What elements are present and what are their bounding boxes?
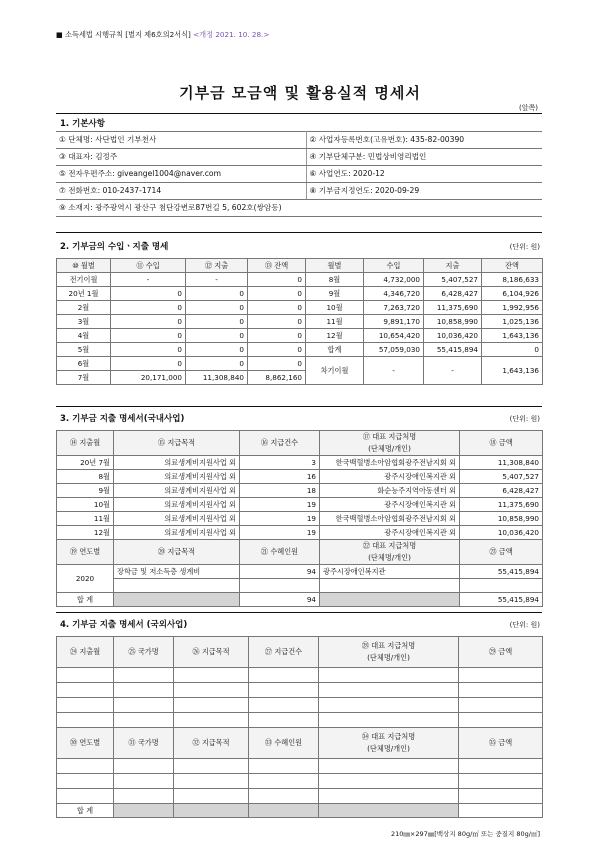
table-cell: 5,407,527: [424, 273, 482, 287]
year-cell: 2020: [57, 565, 114, 593]
table-row: [57, 526, 543, 540]
table-cell: [319, 789, 459, 804]
empty-row: [57, 668, 543, 683]
basic-info-row: [56, 200, 542, 217]
table-cell: [249, 759, 319, 774]
table-cell: 94: [240, 593, 320, 607]
column-header: ㉗ 지급건수: [249, 637, 319, 668]
table-cell: [57, 698, 114, 713]
basic-info-row: [56, 132, 542, 149]
table-cell: 0: [186, 287, 248, 301]
header-line: ⑰ 대표 지급처명: [362, 432, 417, 441]
table-cell: 1,992,956: [482, 301, 543, 315]
table-cell: [320, 593, 460, 607]
empty-row: [57, 683, 543, 698]
info-field: ② 사업자등록번호(고유번호): 435-82-00390: [306, 132, 542, 149]
table-cell: 10,036,420: [460, 526, 543, 540]
table-cell: 0: [248, 343, 306, 357]
table-cell: [459, 698, 543, 713]
total-row: [57, 593, 543, 607]
table-cell: [249, 804, 319, 818]
table-cell: [249, 789, 319, 804]
table-cell: [174, 789, 249, 804]
table-cell: [249, 698, 319, 713]
table-cell: 5,407,527: [460, 470, 543, 484]
table-cell: 55,415,894: [460, 593, 543, 607]
table-cell: 광주시장애인복지관 외: [320, 470, 460, 484]
header-row: [57, 728, 543, 759]
table-cell: [240, 579, 320, 593]
table-cell: 55,415,894: [460, 565, 543, 579]
table-cell: 의료생계비지원사업 외: [114, 526, 240, 540]
basic-info-row: [56, 166, 542, 183]
table-cell: [57, 668, 114, 683]
table-cell: [174, 804, 249, 818]
table-row: [57, 498, 543, 512]
column-header: ㉓ 금액: [460, 540, 543, 565]
header-line: (단체명/개인): [367, 653, 410, 662]
column-header: ㉙ 금액: [459, 637, 543, 668]
table-cell: [249, 683, 319, 698]
column-header: 수입: [364, 259, 424, 273]
table-cell: [57, 713, 114, 728]
header-line: (단체명/개인): [367, 744, 410, 753]
table-cell: 11,308,840: [186, 371, 248, 385]
table-cell: 0: [248, 287, 306, 301]
basic-info-row: [56, 149, 542, 166]
table-cell: [114, 804, 174, 818]
table-cell: [174, 774, 249, 789]
info-field: ④ 기부단체구분: 민법상비영리법인: [306, 149, 542, 166]
header-row: [57, 431, 543, 456]
column-header: ⑩ 월별: [57, 259, 111, 273]
table-cell: 의료생계비지원사업 외: [114, 498, 240, 512]
table-cell: 한국백혈병소아암협회광주전남지회 외: [320, 456, 460, 470]
table-cell: -: [186, 273, 248, 287]
table-cell: 8월: [306, 273, 364, 287]
table-cell: [57, 789, 114, 804]
header-line: ㉞ 대표 지급처명: [361, 732, 416, 741]
table-cell: 11,308,840: [460, 456, 543, 470]
table-cell: [114, 789, 174, 804]
total-label: 합 계: [57, 804, 114, 818]
empty-row: [57, 774, 543, 789]
table-row: [57, 579, 543, 593]
table-cell: 0: [186, 315, 248, 329]
header-row: [57, 259, 543, 273]
table-cell: 6,104,926: [482, 287, 543, 301]
table-row: [57, 470, 543, 484]
table-cell: 0: [186, 343, 248, 357]
table-cell: 광주시장애인복지관 외: [320, 498, 460, 512]
column-header: 지출: [424, 259, 482, 273]
table-cell: [320, 579, 460, 593]
table-cell: 10,858,990: [424, 315, 482, 329]
section1-title: 1. 기본사항: [60, 119, 105, 129]
table-cell: [319, 804, 459, 818]
table-cell: [114, 698, 174, 713]
table-cell: [459, 683, 543, 698]
table-cell: 9월: [306, 287, 364, 301]
table-cell: 1,643,136: [482, 357, 543, 385]
table-cell: 12월: [57, 526, 114, 540]
basic-info-table: [56, 131, 542, 217]
column-header: ⑫ 지출: [186, 259, 248, 273]
column-header: ㉜ 지급목적: [174, 728, 249, 759]
table-cell: [319, 668, 459, 683]
table-cell: 94: [240, 565, 320, 579]
table-cell: [319, 774, 459, 789]
table-cell: 55,415,894: [424, 343, 482, 357]
column-header: ⑬ 잔액: [248, 259, 306, 273]
table-cell: 8,862,160: [248, 371, 306, 385]
header-row: [57, 540, 543, 565]
empty-row: [57, 759, 543, 774]
table-cell: -: [364, 357, 424, 385]
table-cell: [319, 713, 459, 728]
table-cell: 0: [248, 329, 306, 343]
column-header: ⑳ 지급목적: [114, 540, 240, 565]
address-field: ⑨ 소재지: 광주광역시 광산구 첨단강변로87번길 5, 602호(쌍암동): [56, 200, 542, 217]
section4-unit: (단위: 원): [509, 621, 540, 629]
header-line: ㉘ 대표 지급처명: [361, 641, 416, 650]
revision-note: <개정 2021. 10. 28.>: [193, 30, 270, 39]
table-cell: 의료생계비지원사업 외: [114, 512, 240, 526]
table-row: [57, 301, 543, 315]
total-label: 합 계: [57, 593, 114, 607]
table-cell: 19: [240, 526, 320, 540]
table-cell: 0: [111, 329, 186, 343]
table-cell: 8월: [57, 470, 114, 484]
info-field: ⑥ 사업연도: 2020-12: [306, 166, 542, 183]
table-cell: [57, 759, 114, 774]
column-header: ㉝ 수혜인원: [249, 728, 319, 759]
table-cell: [114, 713, 174, 728]
column-header: ㉛ 국가명: [114, 728, 174, 759]
table-row: [57, 484, 543, 498]
table-cell: 10,036,420: [424, 329, 482, 343]
copy-label: (앞쪽): [519, 104, 538, 112]
table-cell: 4월: [57, 329, 111, 343]
header-line: ㉒ 대표 지급처명: [362, 541, 417, 550]
table-row: [57, 343, 543, 357]
column-header: ⑭ 지출월: [57, 431, 114, 456]
table-cell: [459, 789, 543, 804]
form-header: [56, 30, 269, 40]
table-cell: [459, 668, 543, 683]
table-cell: [174, 668, 249, 683]
table-cell: 0: [111, 357, 186, 371]
table-cell: 광주시장애인복지관: [320, 565, 460, 579]
section2-unit: (단위: 원): [509, 243, 540, 251]
table-row: [57, 357, 543, 371]
table-cell: 1,643,136: [482, 329, 543, 343]
table-cell: 20,171,000: [111, 371, 186, 385]
table-cell: 화순능주지역아동센터 외: [320, 484, 460, 498]
table-cell: 10월: [306, 301, 364, 315]
column-header: ㉑ 수혜인원: [240, 540, 320, 565]
table-cell: 2월: [57, 301, 111, 315]
table-cell: 12월: [306, 329, 364, 343]
column-header: ⑯ 지급건수: [240, 431, 320, 456]
table-cell: 장학금 및 저소득층 생계비: [114, 565, 240, 579]
income-expense-table: [56, 258, 543, 385]
table-cell: 57,059,030: [364, 343, 424, 357]
table-cell: 19: [240, 512, 320, 526]
table-cell: 의료생계비지원사업 외: [114, 470, 240, 484]
column-header: ⑮ 지급목적: [114, 431, 240, 456]
basic-info-row: [56, 183, 542, 200]
table-cell: 4,346,720: [364, 287, 424, 301]
table-cell: [114, 579, 240, 593]
table-cell: 0: [248, 273, 306, 287]
column-header: ⑱ 금액: [460, 431, 543, 456]
table-cell: 0: [186, 329, 248, 343]
table-row: [57, 329, 543, 343]
table-cell: [114, 668, 174, 683]
table-cell: 5월: [57, 343, 111, 357]
table-cell: 합계: [306, 343, 364, 357]
table-cell: 7월: [57, 371, 111, 385]
table-cell: [460, 579, 543, 593]
table-cell: 10월: [57, 498, 114, 512]
table-cell: [319, 698, 459, 713]
total-row: [57, 804, 543, 818]
table-cell: 6,428,427: [424, 287, 482, 301]
table-cell: [249, 668, 319, 683]
law-reference: ■ 소득세법 시행규칙 [별지 제6호의2서식]: [56, 30, 191, 39]
table-cell: [114, 759, 174, 774]
table-cell: 18: [240, 484, 320, 498]
table-cell: [459, 713, 543, 728]
section4-title: 4. 기부금 지출 명세서 (국외사업): [60, 620, 188, 630]
column-header: ⑲ 연도별: [57, 540, 114, 565]
table-cell: [57, 774, 114, 789]
section3-unit: (단위: 원): [509, 415, 540, 423]
table-cell: [459, 759, 543, 774]
page-title: 기부금 모금액 및 활용실적 명세서: [179, 84, 421, 102]
table-cell: 0: [248, 357, 306, 371]
column-header: ㉖ 지급목적: [174, 637, 249, 668]
table-row: [57, 287, 543, 301]
section3-title: 3. 기부금 지출 명세서(국내사업): [60, 414, 185, 424]
table-cell: 전기이월: [57, 273, 111, 287]
header-line: (단체명/개인): [368, 553, 411, 562]
table-cell: 11,375,690: [424, 301, 482, 315]
table-cell: 20년 7월: [57, 456, 114, 470]
table-cell: 0: [111, 287, 186, 301]
column-header: [320, 431, 460, 456]
table-cell: [249, 713, 319, 728]
table-cell: [174, 713, 249, 728]
table-cell: [174, 759, 249, 774]
table-cell: [319, 759, 459, 774]
table-cell: 의료생계비지원사업 외: [114, 456, 240, 470]
table-cell: [114, 683, 174, 698]
paper-spec: 210㎜×297㎜[백상지 80g/㎡ 또는 중질지 80g/㎡]: [390, 830, 540, 838]
table-cell: -: [424, 357, 482, 385]
table-cell: 0: [482, 343, 543, 357]
table-cell: 0: [248, 315, 306, 329]
table-cell: 11,375,690: [460, 498, 543, 512]
carry-over-label: 차기이월: [306, 357, 364, 385]
table-cell: 19: [240, 498, 320, 512]
table-cell: [459, 804, 543, 818]
info-field: ⑤ 전자우편주소: giveangel1004@naver.com: [56, 166, 306, 183]
table-cell: [174, 698, 249, 713]
table-cell: 0: [186, 357, 248, 371]
table-cell: 3월: [57, 315, 111, 329]
column-header: 잔액: [482, 259, 543, 273]
table-cell: 0: [186, 301, 248, 315]
table-cell: 10,654,420: [364, 329, 424, 343]
table-row: [57, 273, 543, 287]
table-cell: [57, 683, 114, 698]
table-cell: 0: [248, 301, 306, 315]
overseas-expense-table: [56, 636, 543, 818]
table-cell: 0: [111, 343, 186, 357]
table-cell: 1,025,136: [482, 315, 543, 329]
table-cell: [114, 593, 240, 607]
table-cell: 0: [111, 315, 186, 329]
section2-title: 2. 기부금의 수입ㆍ지출 명세: [60, 242, 169, 252]
column-header: ㉚ 연도별: [57, 728, 114, 759]
column-header: [320, 540, 460, 565]
info-field: ⑧ 기부금지정연도: 2020-09-29: [306, 183, 542, 200]
table-cell: [459, 774, 543, 789]
table-cell: 광주시장애인복지관 외: [320, 526, 460, 540]
column-header: ㉟ 금액: [459, 728, 543, 759]
table-row: [57, 565, 543, 579]
table-cell: 20년 1월: [57, 287, 111, 301]
table-cell: 11월: [57, 512, 114, 526]
table-cell: 3: [240, 456, 320, 470]
table-row: [57, 456, 543, 470]
column-header: ㉔ 지출월: [57, 637, 114, 668]
table-cell: 10,858,990: [460, 512, 543, 526]
header-row: [57, 637, 543, 668]
table-cell: 9,891,170: [364, 315, 424, 329]
table-row: [57, 512, 543, 526]
table-cell: 9월: [57, 484, 114, 498]
table-cell: 8,186,633: [482, 273, 543, 287]
column-header: [319, 728, 459, 759]
table-cell: 7,263,720: [364, 301, 424, 315]
table-cell: [319, 683, 459, 698]
empty-row: [57, 698, 543, 713]
column-header: ⑪ 수입: [111, 259, 186, 273]
table-cell: 의료생계비지원사업 외: [114, 484, 240, 498]
domestic-expense-table: [56, 430, 543, 607]
table-cell: [249, 774, 319, 789]
info-field: ① 단체명: 사단법인 기부천사: [56, 132, 306, 149]
table-cell: 4,732,000: [364, 273, 424, 287]
empty-row: [57, 789, 543, 804]
table-cell: [114, 774, 174, 789]
table-cell: 한국백혈병소아암협회광주전남지회 외: [320, 512, 460, 526]
table-cell: 0: [111, 301, 186, 315]
empty-row: [57, 713, 543, 728]
table-cell: 6월: [57, 357, 111, 371]
table-cell: 16: [240, 470, 320, 484]
table-cell: 6,428,427: [460, 484, 543, 498]
table-cell: [174, 683, 249, 698]
column-header: ㉕ 국가명: [114, 637, 174, 668]
column-header: [319, 637, 459, 668]
table-cell: 11월: [306, 315, 364, 329]
table-row: [57, 315, 543, 329]
table-cell: -: [111, 273, 186, 287]
column-header: 월별: [306, 259, 364, 273]
header-line: (단체명/개인): [368, 444, 411, 453]
info-field: ③ 대표자: 김정주: [56, 149, 306, 166]
info-field: ⑦ 전화번호: 010-2437-1714: [56, 183, 306, 200]
